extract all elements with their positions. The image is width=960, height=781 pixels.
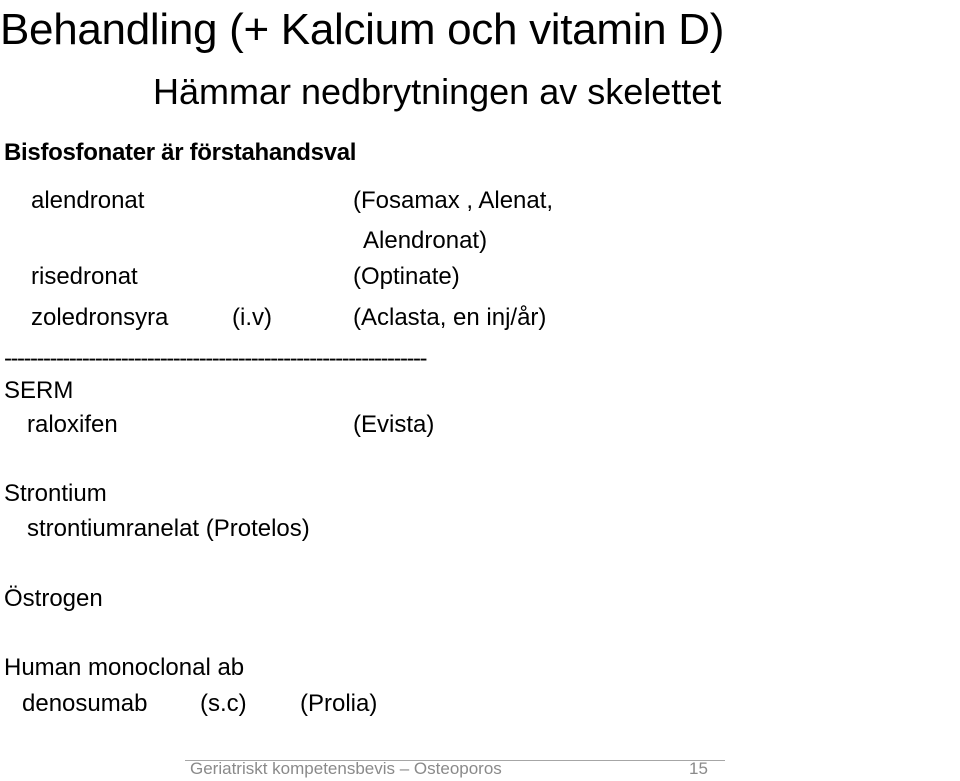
slide-subtitle: Hämmar nedbrytningen av skelettet xyxy=(153,71,722,112)
antibody-heading: Human monoclonal ab xyxy=(4,654,245,681)
brand-denosumab: (Prolia) xyxy=(300,690,378,717)
brand-alendronat-cont: Alendronat) xyxy=(363,227,488,254)
drug-zoledronsyra: zoledronsyra xyxy=(31,304,169,331)
brand-zoledronsyra: (Aclasta, en inj/år) xyxy=(353,304,547,331)
footer-text: Geriatriskt kompetensbevis – Osteoporos xyxy=(190,759,502,778)
route-denosumab: (s.c) xyxy=(200,690,247,717)
drug-risedronat: risedronat xyxy=(31,263,138,290)
separator-line: ----------------------------------------------------------------- xyxy=(4,345,426,372)
ostrogen-heading: Östrogen xyxy=(4,585,103,612)
slide-title: Behandling (+ Kalcium och vitamin D) xyxy=(0,5,725,54)
drug-alendronat: alendronat xyxy=(31,187,145,214)
serm-heading: SERM xyxy=(4,377,74,404)
brand-raloxifen: (Evista) xyxy=(353,411,435,438)
brand-risedronat: (Optinate) xyxy=(353,263,460,290)
footer-page-number: 15 xyxy=(689,759,708,778)
strontium-heading: Strontium xyxy=(4,480,107,507)
bisfosfonater-heading: Bisfosfonater är förstahandsval xyxy=(4,139,357,166)
drug-strontiumranelat: strontiumranelat (Protelos) xyxy=(27,515,310,542)
brand-alendronat: (Fosamax , Alenat, xyxy=(353,187,554,214)
route-zoledronsyra: (i.v) xyxy=(232,304,272,331)
drug-denosumab: denosumab xyxy=(22,690,148,717)
drug-raloxifen: raloxifen xyxy=(27,411,118,438)
